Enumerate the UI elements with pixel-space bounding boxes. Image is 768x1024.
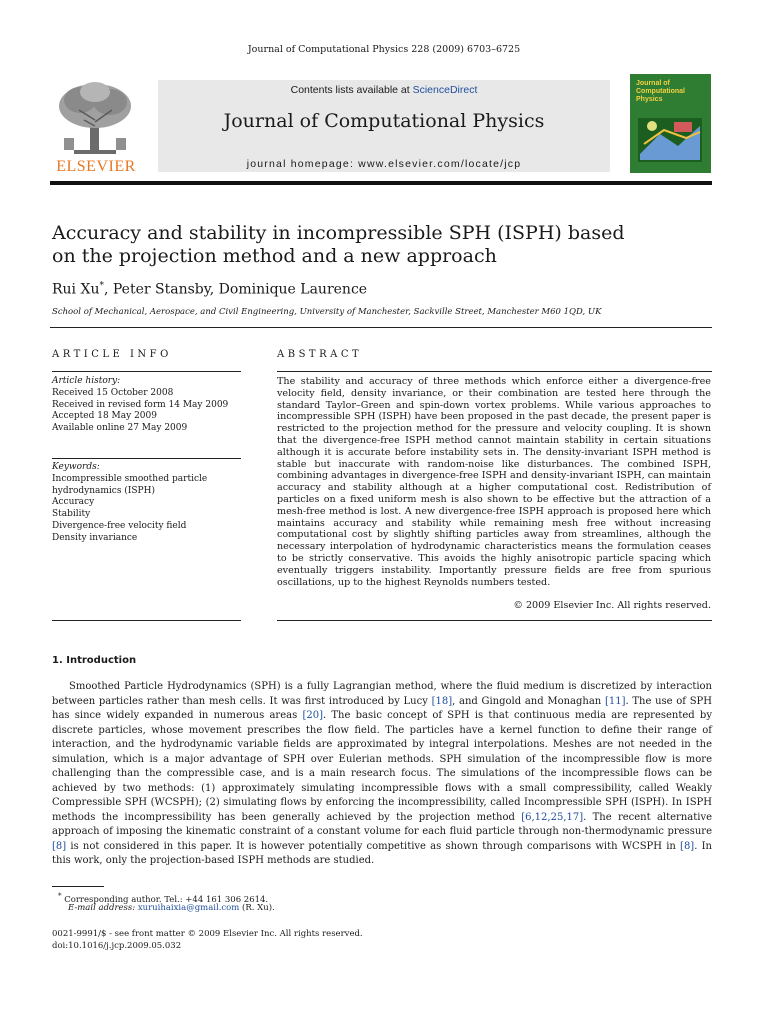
intro-text: , and Gingold and Monaghan [452,695,605,707]
elsevier-tree-icon [54,80,136,156]
keyword-item: Accuracy [52,497,95,508]
cover-title: Journal of Computational Physics [636,80,685,103]
front-matter [52,928,363,952]
abstract-copyright: © 2009 Elsevier Inc. All rights reserved. [513,600,711,611]
journal-citation: Journal of Computational Physics 228 (2009) 6703–6725 [247,44,521,55]
front-matter-text: 0021-9991/$ - see front matter © 2009 Elsevier Inc. All rights reserved. [52,929,363,939]
introduction-paragraph [52,680,712,869]
elsevier-logo[interactable] [50,80,142,176]
footnote-mark: * [58,891,62,900]
abstract-text: The stability and accuracy of three methods which enforce either a divergence-free velocity field, density invariance, or their combination are tested here through the standard Taylor–Green and spin-down vortex problems. While various approaches to incompressible SPH (ISPH) have been proposed in the past decade, the present paper is restricted to the projection method for the pressure and velocity coupling. It is shown that the divergence-free ISPH method cannot maintain stability in certain situations although it is accurate before instability sets in. The density-invariant ISPH method is stable but inaccurate with random-noise like disturbances. The combined ISPH, combining advantages in divergence-free ISPH and density-invariant ISPH, can maintain accuracy and stability although at a higher computational cost. Redistribution of particles on a fixed uniform mesh is also shown to be effective but the attraction of a mesh-free method is lost. A new divergence-free ISPH approach is proposed here which maintains accuracy and stability while remaining mesh free without increasing computational cost by slightly shifting particles away from streamlines, although the necessary interpolation of hydrodynamic characteristics means the formulation ceases to be strictly conservative. This avoids the highly anisotropic particle spacing which eventually triggers instability. Importantly pressure fields are free from spurious oscillations, up to the highest Reynolds numbers tested. [277,376,711,588]
keywords-label: Keywords: [52,462,100,472]
corresponding-text: Corresponding author. Tel.: +44 161 306 2614. [64,894,269,905]
keyword-item: hydrodynamics (ISPH) [52,485,155,496]
citation-link[interactable]: [20] [302,710,323,721]
section-heading-introduction: 1. Introduction [52,655,137,666]
citation-link[interactable]: [6,12,25,17] [521,811,584,823]
doi[interactable]: doi:10.1016/j.jcp.2009.05.032 [52,941,182,951]
corresponding-mark[interactable]: * [99,281,104,291]
authors-rest: , Peter Stansby, Dominique Laurence [103,281,368,298]
keyword-item: Density invariance [52,532,138,543]
keywords-rule [52,620,241,621]
journal-title: Journal of Computational Physics [223,110,545,132]
history-rule [52,458,241,459]
footnote-rule [52,886,104,887]
keyword-item: Incompressible smoothed particle [52,473,208,484]
journal-homepage[interactable]: journal homepage: www.elsevier.com/locate/jcp [246,158,522,170]
abstract-heading: ABSTRACT [277,349,363,360]
citation-link[interactable]: [18] [431,695,453,707]
footnote-email [68,902,275,914]
citation-link[interactable]: [8] [680,840,695,852]
contents-line [158,84,610,96]
keyword-item: Stability [52,509,91,520]
intro-text: . The recent alternative approach of imposing the kinematic constraint of a constant volume for each fluid particle through non-thermodynamic pressure [52,811,713,837]
citation-link[interactable]: [11] [604,695,626,707]
intro-text: . The use of SPH has since widely expanded in numerous areas [52,695,713,721]
email-suffix: (R. Xu). [239,903,275,913]
intro-text: is not considered in this paper. It is however potentially competitive as shown through comparisons with WCSPH in [66,840,681,852]
history-item: Accepted 18 May 2009 [52,411,157,422]
intro-text: Smoothed Particle Hydrodynamics (SPH) is a fully Lagrangian method, where the fluid medium is discretized by interaction between particles rather than mesh cells. It was first introduced by Lucy [52,681,712,707]
contents-prefix: Contents lists available at [290,84,413,96]
title-rule [50,327,712,328]
intro-text: . In this work, only the projection-based ISPH methods are studied. [52,840,712,866]
elsevier-wordmark: ELSEVIER [56,158,136,175]
article-title-line-1: Accuracy and stability in incompressible SPH (ISPH) based [52,222,625,244]
article-info-rule [52,371,241,372]
abstract-bottom-rule [277,620,712,621]
journal-cover-image[interactable] [630,74,711,173]
article-title [52,222,652,268]
sciencedirect-link[interactable]: ScienceDirect [412,84,478,96]
email-link[interactable]: xuruihaixia@gmail.com [137,903,240,913]
intro-text: . The basic concept of SPH is that continuous media are represented by discrete particles, whose movement prescribes the flow field. The particles have a kernel function to define their range of interaction, and the hydrodynamic variable fields are approximated by integral interpolations. Meshes are not needed in the simulation, which is a major advantage of SPH over Eulerian methods. SPH simulation of the incompressible flow is more challenging than the compressible case, and is a main research focus. The simulations of the incompressible flows can be achieved by two methods: (1) approximately simulating incompressible flows with a small compressibility, called Weakly Compressible SPH (WCSPH); (2) simulating flows by enforcing the incompressibility, called Incompressible SPH (ISPH). In ISPH methods the incompressibility has been generally achieved by the projection method [52,710,712,823]
abstract-rule [277,371,712,372]
journal-banner [158,80,610,172]
email-label: E-mail address: [68,903,136,913]
article-title-line-2: on the projection method and a new approach [52,245,497,267]
cover-graphic-icon [630,74,711,173]
article-info-heading: ARTICLE INFO [52,349,172,360]
history-item: Received 15 October 2008 [52,387,174,398]
citation-link[interactable]: [8] [52,840,67,852]
history-label: Article history: [52,376,121,386]
keyword-item: Divergence-free velocity field [52,520,187,531]
article-history [52,376,240,435]
history-item: Available online 27 May 2009 [52,423,188,434]
authors [52,281,367,298]
header-rule [50,181,712,185]
keywords [52,462,240,545]
author-1[interactable]: Rui Xu [52,281,100,298]
affiliation: School of Mechanical, Aerospace, and Civil Engineering, University of Manchester, Sackville Street, Manchester M60 1QD, UK [52,307,602,317]
journal-header [50,72,712,176]
history-item: Received in revised form 14 May 2009 [52,399,229,410]
